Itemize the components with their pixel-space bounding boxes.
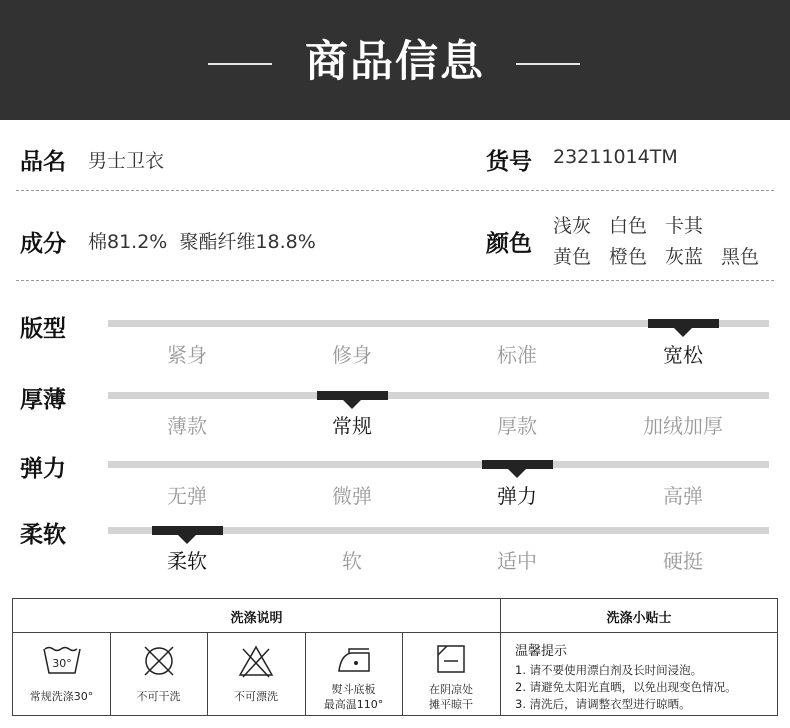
thickness-pointer-icon	[343, 400, 361, 409]
thickness-track	[108, 392, 769, 399]
elasticity-option: 高弹	[663, 484, 703, 508]
elasticity-option: 无弹	[167, 484, 207, 508]
divider	[16, 280, 774, 281]
color-option: 白色	[609, 215, 648, 237]
caption-line: 最高温110°	[323, 698, 384, 711]
no-dry-clean-caption	[110, 689, 207, 704]
fit-option: 修身	[332, 343, 372, 367]
softness-selected-marker	[152, 526, 223, 535]
wash-temp-label: 30°	[52, 657, 72, 670]
wash-caption	[13, 689, 110, 704]
elasticity-selected-marker	[482, 460, 553, 469]
caption-line: 不可干洗	[136, 690, 181, 703]
thickness-option: 薄款	[167, 414, 207, 438]
no-bleach-caption	[207, 689, 305, 704]
wash-30-icon	[42, 645, 82, 675]
softness-option: 硬挺	[663, 549, 703, 573]
softness-option: 软	[342, 549, 362, 573]
tips-heading: 温馨提示	[515, 644, 568, 659]
softness-pointer-icon	[178, 535, 196, 544]
header-right-rule	[516, 63, 580, 65]
care-header-divider	[13, 632, 500, 633]
thickness-label: 厚薄	[20, 387, 66, 413]
no-dry-clean-icon	[141, 643, 177, 679]
iron-caption	[305, 682, 402, 712]
material-value: 棉81.2% 聚酯纤维18.8%	[88, 231, 316, 253]
name-value: 男士卫衣	[88, 150, 165, 172]
elasticity-option: 微弹	[332, 484, 372, 508]
caption-line: 不可漂洗	[234, 690, 278, 703]
care-table	[12, 598, 778, 716]
elasticity-label: 弹力	[20, 456, 66, 482]
elasticity-track	[108, 461, 769, 468]
tip-line: 3. 清洗后，请调整衣型进行晾晒。	[515, 697, 691, 711]
iron-icon	[335, 647, 373, 675]
page-header	[0, 0, 790, 120]
sku-label: 货号	[486, 149, 532, 175]
fit-selected-marker	[648, 319, 719, 328]
softness-option: 柔软	[167, 549, 207, 573]
sku-value: 23211014TM	[553, 146, 678, 168]
caption-line: 在阴凉处	[429, 683, 473, 696]
color-option: 卡其	[665, 215, 704, 237]
shade-dry-caption	[402, 682, 500, 712]
fit-pointer-icon	[674, 328, 692, 337]
shade-dry-icon	[435, 643, 467, 675]
material-label: 成分	[20, 231, 66, 257]
page-title: 商品信息	[305, 37, 485, 87]
caption-line: 熨斗底板	[331, 683, 376, 696]
color-option: 黄色	[553, 246, 592, 268]
color-option: 灰蓝	[665, 246, 704, 268]
caption-line: 常规洗涤30°	[29, 690, 94, 703]
tip-line: 2. 请避免太阳光直晒，以免出现变色情况。	[515, 680, 737, 694]
softness-label: 柔软	[20, 522, 66, 548]
fit-option: 紧身	[167, 343, 207, 367]
thickness-option: 常规	[332, 414, 372, 438]
color-option: 黑色	[721, 246, 760, 268]
tip-line: 1. 请不要使用漂白剂及长时间浸泡。	[515, 663, 703, 677]
divider	[16, 190, 774, 191]
color-option: 橙色	[609, 246, 648, 268]
care-instructions-title: 洗涤说明	[230, 611, 283, 626]
color-option: 浅灰	[553, 215, 592, 237]
no-bleach-icon	[237, 643, 275, 679]
elasticity-option: 弹力	[497, 484, 537, 508]
elasticity-pointer-icon	[508, 469, 526, 478]
thickness-selected-marker	[317, 391, 388, 400]
color-label: 颜色	[486, 231, 532, 257]
thickness-option: 厚款	[497, 414, 537, 438]
softness-option: 适中	[497, 549, 537, 573]
caption-line: 摊平晾干	[429, 698, 473, 711]
fit-label: 版型	[20, 316, 66, 342]
care-tips-title: 洗涤小贴士	[606, 611, 672, 626]
fit-option: 标准	[497, 343, 537, 367]
fit-option: 宽松	[663, 343, 703, 367]
name-label: 品名	[20, 149, 66, 175]
care-header-divider	[500, 632, 777, 633]
care-column-divider	[500, 599, 501, 715]
thickness-option: 加绒加厚	[643, 414, 723, 438]
